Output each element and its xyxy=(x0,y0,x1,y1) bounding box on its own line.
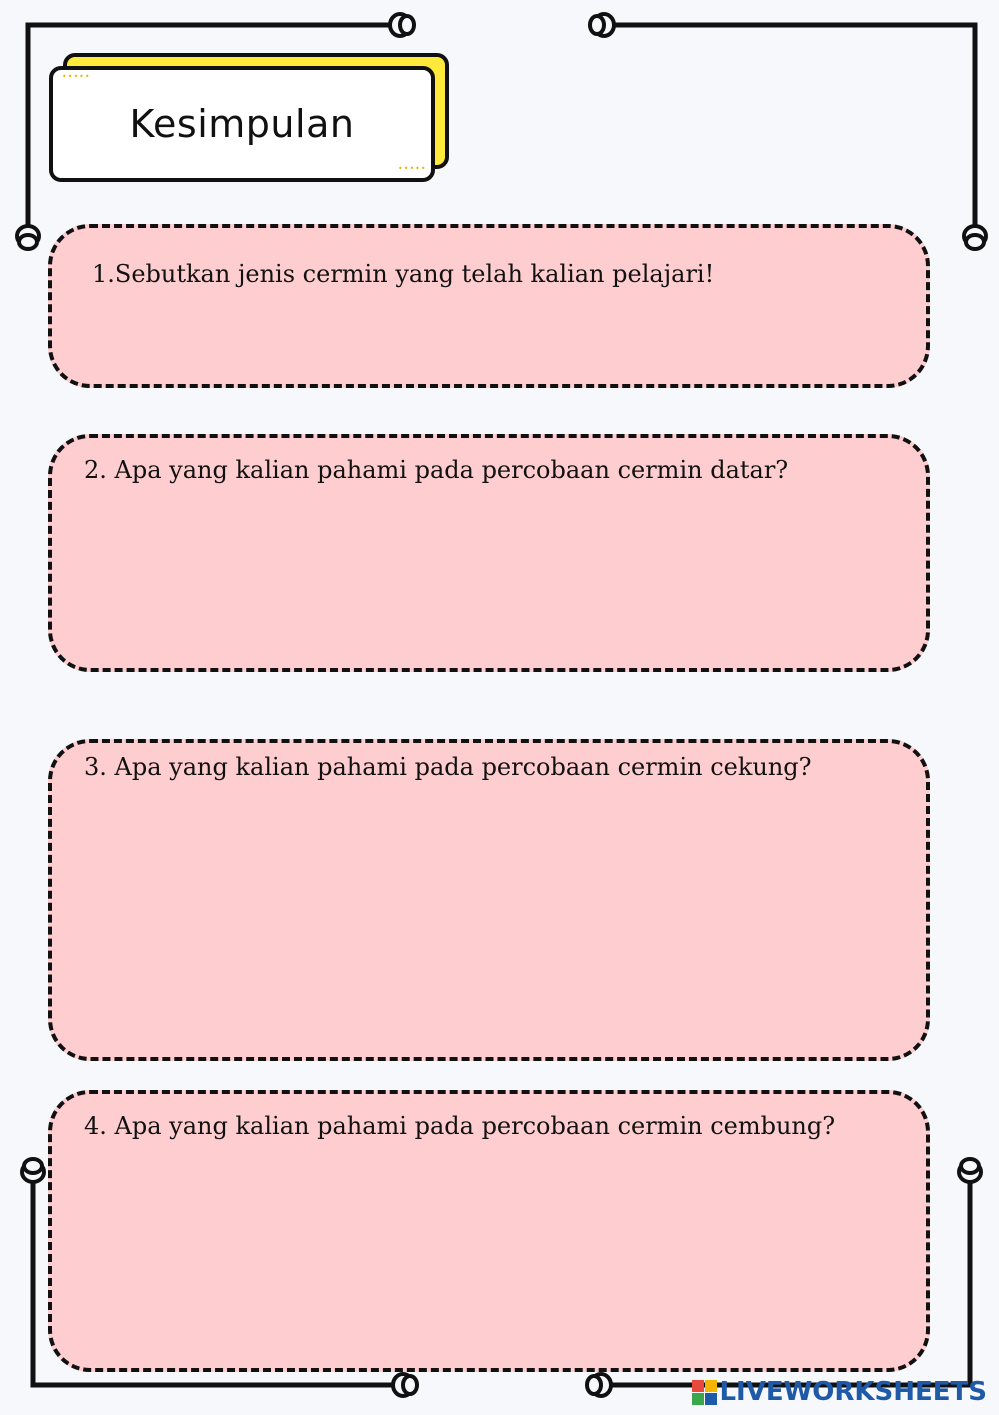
question-text: Apa yang kalian pahami pada percobaan cermin datar? xyxy=(114,456,789,484)
watermark-text: LIVEWORKSHEETS xyxy=(719,1377,987,1407)
ring-icon xyxy=(24,1159,42,1173)
question-text: Sebutkan jenis cermin yang telah kalian pelajari! xyxy=(114,260,715,288)
question-number: 2. xyxy=(84,456,107,484)
ring-icon xyxy=(403,1376,417,1394)
question-text: Apa yang kalian pahami pada percobaan cermin cembung? xyxy=(114,1112,836,1140)
answer-box-1[interactable] xyxy=(48,224,930,388)
answer-box-3[interactable] xyxy=(48,739,930,1061)
question-number: 1. xyxy=(92,260,115,288)
question-3 xyxy=(84,753,812,781)
logo-squares-icon xyxy=(692,1380,717,1405)
question-1 xyxy=(92,260,714,288)
question-4 xyxy=(84,1112,835,1140)
question-number: 3. xyxy=(84,753,107,781)
ring-icon xyxy=(590,16,604,34)
question-number: 4. xyxy=(84,1112,107,1140)
title-card xyxy=(49,66,435,182)
answer-box-2[interactable] xyxy=(48,434,930,672)
ring-icon xyxy=(966,235,984,249)
question-text: Apa yang kalian pahami pada percobaan cermin cekung? xyxy=(114,753,812,781)
dots-decoration: ••••• xyxy=(398,164,427,173)
page-title: Kesimpulan xyxy=(129,102,355,146)
liveworksheets-logo xyxy=(692,1377,987,1407)
answer-box-4[interactable] xyxy=(48,1090,930,1372)
ring-icon xyxy=(19,235,37,249)
ring-icon xyxy=(961,1159,979,1173)
ring-icon xyxy=(587,1376,601,1394)
dots-decoration: ••••• xyxy=(62,72,91,81)
question-2 xyxy=(84,456,788,484)
ring-icon xyxy=(400,16,414,34)
